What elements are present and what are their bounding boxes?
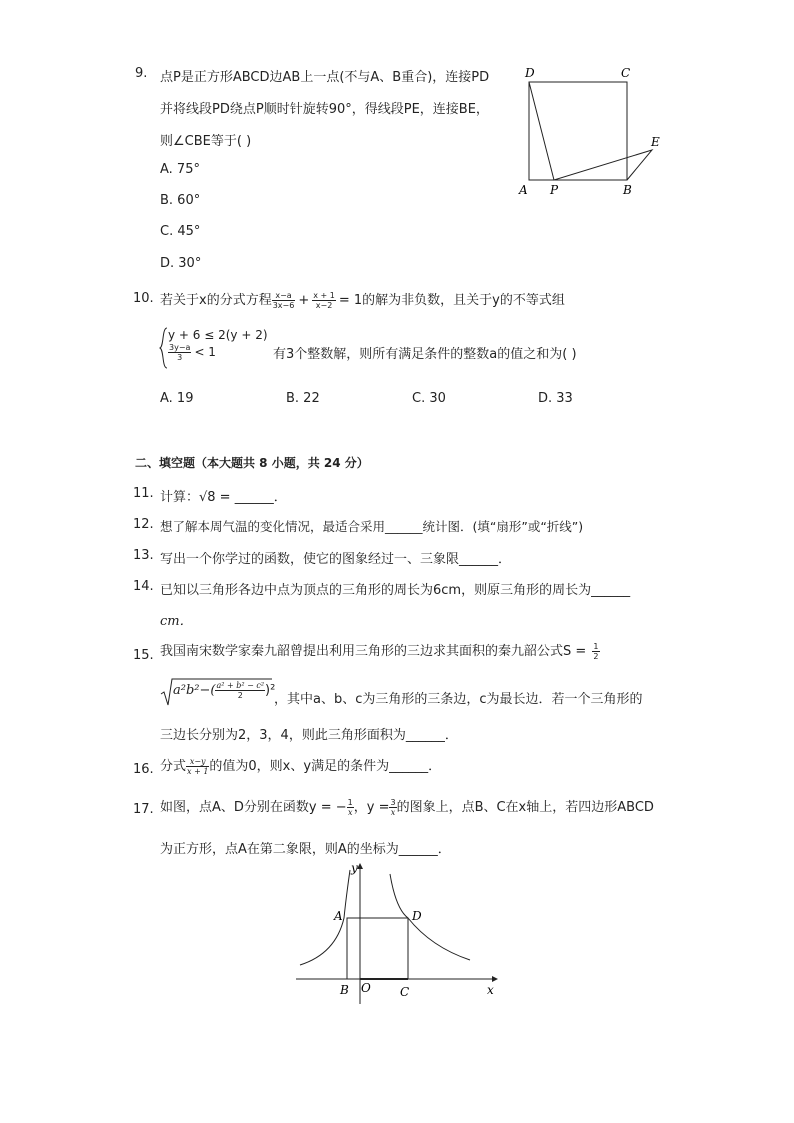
- q15-inner-fraction: $\frac{\text{a² + b² − c²}}{2}$: [216, 681, 265, 700]
- q11-number: 11.: [133, 486, 154, 501]
- q9-square-figure: [515, 62, 675, 202]
- label-d: D: [525, 66, 535, 80]
- label-b: B: [340, 983, 349, 997]
- q17-line1: [160, 796, 654, 817]
- label-a: A: [334, 909, 343, 923]
- q10-text-a: 若关于x的分式方程: [160, 293, 272, 308]
- curve-positive-reciprocal: [390, 874, 470, 960]
- q13-number: 13.: [133, 548, 154, 563]
- q13-text: 写出一个你学过的函数，使它的图象经过一、三象限______．: [160, 552, 512, 567]
- q9-option-c: C. 45°: [160, 224, 201, 239]
- q10-line1: [160, 289, 565, 310]
- q17-fraction-1: $\frac{1}{x}$: [347, 798, 353, 817]
- q10-fraction-2: $\frac{x + 1}{x-2}$: [313, 291, 335, 310]
- q15-half-fraction: $\frac{1}{2}$: [593, 642, 599, 661]
- q10-plus: +: [298, 293, 310, 308]
- label-y: y: [351, 861, 358, 875]
- q17-fraction-2: $\frac{3}{x}$: [390, 798, 396, 817]
- q11-text: 计算：√8 = ______．: [160, 490, 287, 505]
- q10-fraction-1: $\frac{x-a}{3x-6}$: [272, 291, 295, 310]
- segment-dp-pe: [529, 82, 652, 180]
- q10-option-c: C. 30: [412, 391, 446, 406]
- label-p: P: [550, 183, 559, 197]
- label-b: B: [623, 183, 632, 197]
- q9-line1: 点P是正方形ABCD边AB上一点(不与A、B重合)，连接PD: [160, 70, 490, 85]
- q10-inequality-1: y + 6 ≤ 2(y + 2): [168, 328, 268, 342]
- q10-number: 10.: [133, 291, 154, 306]
- q17-text-a: 如图，点A、D分别在函数y = −: [160, 800, 347, 815]
- q16-text-a: 分式: [160, 759, 187, 774]
- label-c: C: [621, 66, 631, 80]
- label-e: E: [651, 135, 660, 149]
- q15-formula-body: a²b²−( $\frac{\text{a² + b² − c²}}{2}$ )²: [173, 681, 276, 700]
- q10-ineq-fraction: $\frac{3y-a}{3}$: [169, 343, 191, 362]
- q10-inequality-2: $\frac{3y-a}{3}$ < 1: [169, 343, 216, 362]
- q15-number: 15.: [133, 648, 154, 663]
- q17-text-b: 的图象上，点B、C在x轴上，若四边形ABCD: [396, 800, 654, 815]
- square-abcd: [529, 82, 627, 180]
- square-abcd: [347, 918, 408, 979]
- q10-line2: 有3个整数解，则所有满足条件的整数a的值之和为( ): [273, 347, 577, 362]
- q9-option-a: A. 75°: [160, 162, 200, 177]
- q17-text-mid: ，y =: [353, 800, 390, 815]
- q17-line2: 为正方形，点A在第二象限，则A的坐标为______．: [160, 842, 451, 857]
- q9-line3: 则∠CBE等于( ): [160, 134, 252, 149]
- label-x: x: [487, 983, 494, 997]
- y-axis-arrow: [357, 863, 363, 869]
- q9-option-d: D. 30°: [160, 256, 202, 271]
- q15-line1: [160, 640, 600, 661]
- q10-option-d: D. 33: [538, 391, 573, 406]
- q12-number: 12.: [133, 517, 154, 532]
- section-heading: 二、填空题（本大题共 8 小题，共 24 分）: [135, 456, 369, 470]
- q17-number: 17.: [133, 802, 154, 817]
- q9-option-b: B. 60°: [160, 193, 201, 208]
- q15-text-a: 我国南宋数学家秦九韶曾提出利用三角形的三边求其面积的秦九韶公式S =: [160, 644, 587, 659]
- q16-text-b: 的值为0，则x、y满足的条件为______．: [209, 759, 442, 774]
- q10-text-b: = 1的解为非负数，且关于y的不等式组: [338, 293, 565, 308]
- q14-number: 14.: [133, 579, 154, 594]
- q16-number: 16.: [133, 762, 154, 777]
- q14-line2: cm．: [160, 614, 193, 629]
- q16-line: [160, 755, 441, 776]
- label-o: O: [361, 981, 371, 995]
- q17-graph-figure: [292, 858, 507, 1010]
- q10-option-a: A. 19: [160, 391, 194, 406]
- q12-text: 想了解本周气温的变化情况，最适合采用______统计图．(填“扇形”或“折线”): [160, 519, 584, 534]
- x-axis-arrow: [492, 976, 498, 982]
- label-d: D: [412, 909, 422, 923]
- label-c: C: [400, 985, 410, 999]
- q14-line1: 已知以三角形各边中点为顶点的三角形的周长为6cm，则原三角形的周长为______: [160, 583, 631, 598]
- label-a: A: [519, 183, 528, 197]
- q16-fraction: $\frac{x-y}{x + 1}$: [187, 757, 209, 776]
- q15-line2: ，其中a、b、c为三角形的三条边，c为最长边．若一个三角形的: [274, 692, 643, 707]
- q9-line2: 并将线段PD绕点P顺时针旋转90°，得线段PE，连接BE，: [160, 102, 489, 117]
- q15-line3: 三边长分别为2，3，4，则此三角形面积为______．: [160, 728, 458, 743]
- q10-option-b: B. 22: [286, 391, 320, 406]
- q9-number: 9.: [135, 66, 148, 81]
